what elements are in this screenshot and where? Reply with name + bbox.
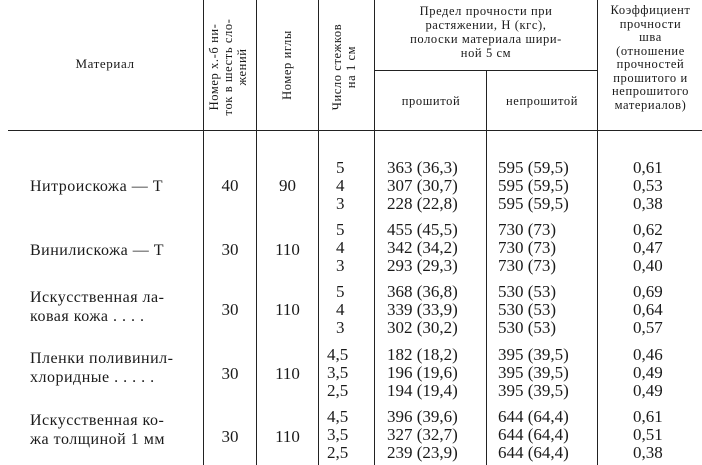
needle-number-cell: 110: [275, 240, 300, 259]
material-name: Нитроискожа — Т: [30, 178, 163, 195]
coefficient-cell: 0,46 0,49 0,49: [633, 345, 663, 400]
header-material: Материал: [75, 56, 135, 71]
stitched-strength-cell: 396 (39,6) 327 (32,7) 239 (23,9): [387, 407, 458, 462]
header-seam-coefficient: Коэффициент прочности шва (отношение прочностей прошитого и непрошитого материалов): [610, 3, 691, 112]
unstitched-strength-cell: 730 (73) 730 (73) 730 (73): [498, 220, 557, 275]
thread-number-cell: 30: [221, 364, 239, 383]
column-divider: [203, 0, 204, 465]
material-name: Искусственная ла- ковая кожа . . . .: [30, 289, 165, 325]
header-needle-number: Номер иглы: [280, 30, 294, 100]
stitched-strength-cell: 363 (36,3) 307 (30,7) 228 (22,8): [387, 158, 458, 213]
column-divider: [256, 0, 257, 465]
unstitched-strength-cell: 595 (59,5) 595 (59,5) 595 (59,5): [498, 158, 569, 213]
stitches-cell: 5 4 3: [336, 282, 345, 337]
stitches-cell: 5 4 3: [336, 220, 345, 275]
needle-number-cell: 90: [279, 176, 296, 195]
needle-number-cell: 110: [275, 427, 300, 446]
material-name: Пленки поливинил- хлоридные . . . . .: [30, 350, 174, 386]
needle-number-cell: 110: [275, 300, 300, 319]
stitches-cell: 5 4 3: [336, 158, 345, 213]
unstitched-strength-cell: 644 (64,4) 644 (64,4) 644 (64,4): [498, 407, 569, 462]
unstitched-strength-cell: 530 (53) 530 (53) 530 (53): [498, 282, 557, 337]
coefficient-cell: 0,61 0,51 0,38: [633, 407, 663, 462]
material-name: Винилискожа — Т: [30, 242, 164, 259]
thread-number-cell: 30: [221, 240, 239, 259]
header-tensile-strength: Предел прочности при растяжении, Н (кгс), полоски материала шири- ной 5 см: [410, 4, 562, 60]
unstitched-strength-cell: 395 (39,5) 395 (39,5) 395 (39,5): [498, 345, 569, 400]
header-bottom-rule: [8, 130, 702, 131]
stitches-cell: 4,5 3,5 2,5: [327, 407, 349, 462]
thread-number-cell: 30: [221, 427, 239, 446]
thread-number-cell: 40: [221, 176, 239, 195]
stitches-cell: 4,5 3,5 2,5: [327, 345, 349, 400]
header-unstitched: непрошитой: [506, 94, 578, 108]
stitched-strength-cell: 368 (36,8) 339 (33,9) 302 (30,2): [387, 282, 458, 337]
coefficient-cell: 0,61 0,53 0,38: [633, 158, 663, 213]
needle-number-cell: 110: [275, 364, 300, 383]
header-thread-number: Номер х.-б ни- ток в шесть сло- жений: [207, 18, 249, 116]
coefficient-cell: 0,69 0,64 0,57: [633, 282, 663, 337]
material-name: Искусственная ко- жа толщиной 1 мм: [30, 412, 165, 448]
coefficient-cell: 0,62 0,47 0,40: [633, 220, 663, 275]
stitched-strength-cell: 455 (45,5) 342 (34,2) 293 (29,3): [387, 220, 458, 275]
header-subdivider: [374, 70, 597, 71]
header-stitched: прошитой: [401, 94, 461, 108]
stitched-strength-cell: 182 (18,2) 196 (19,6) 194 (19,4): [387, 345, 458, 400]
column-divider: [318, 0, 319, 465]
thread-number-cell: 30: [221, 300, 239, 319]
header-stitches-per-cm: Число стежков на 1 см: [330, 23, 358, 111]
column-divider: [597, 0, 598, 465]
